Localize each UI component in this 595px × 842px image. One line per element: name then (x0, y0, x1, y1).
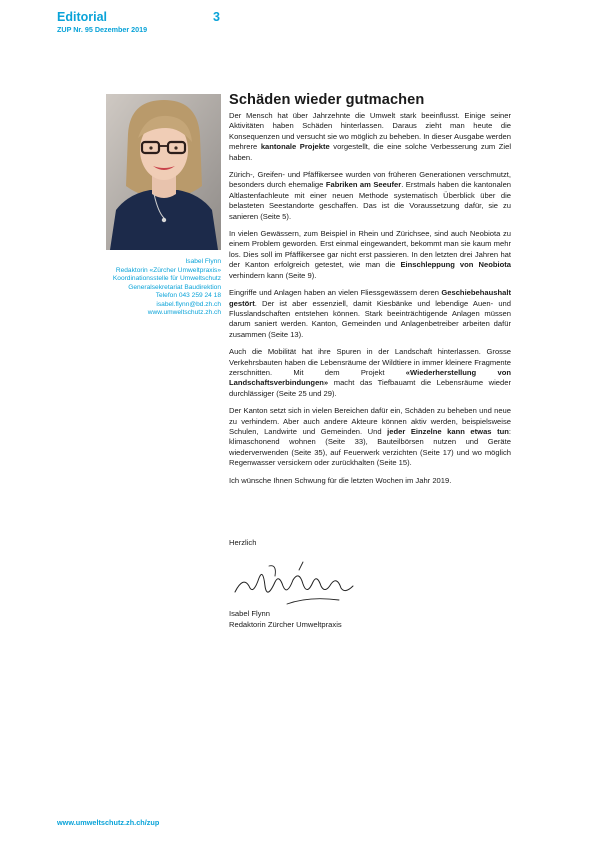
issue-label: ZUP Nr. 95 Dezember 2019 (57, 25, 148, 34)
section-title: Editorial (57, 10, 108, 24)
signer-role: Redaktorin Zürcher Umweltpraxis (229, 620, 342, 629)
author-portrait (106, 94, 221, 250)
article-title: Schäden wieder gutmachen (229, 92, 425, 108)
page-number: 3 (213, 10, 220, 24)
paragraph-3: In vielen Gewässern, zum Beispiel in Rhein und Zürichsee, sind auch Neobiota zu einem Problem geworden. Erst einmal eingewandert, bekommt man sie kaum mehr los. Dies soll im Pfäffikersee gar nicht erst passieren. In den letzten drei Jahren hat der Kanton erfolgreich getestet, wie man die Einschleppung von Neobiota verhindern kann (Seite 9). (229, 229, 511, 280)
paragraph-6: Der Kanton setzt sich in vielen Bereichen dafür ein, Schäden zu beheben und neue zu verhindern. Aber auch andere Akteure können aktiv werden, beispielsweise Schulen, Landwirte und Gemeinden. Und jeder Einzelne kann etwas tun: klimaschonend wohnen (Seite 33), Bauteilbörsen nutzen und Geräte wiederverwenden (Seite 35), auf Feuerwerk verzichten (Seite 17) und wo möglich Regenwasser versickern oder zurückhalten (Seite 15). (229, 406, 512, 468)
paragraph-7: Ich wünsche Ihnen Schwung für die letzten Wochen im Jahr 2019. (229, 475, 452, 485)
closing-greeting: Herzlich (229, 538, 257, 547)
article (229, 92, 511, 493)
caption-phone: Telefon 043 259 24 18 (155, 292, 221, 299)
portrait-image (106, 94, 221, 250)
handwritten-signature (229, 556, 359, 606)
footer-website-link[interactable]: www.umweltschutz.zh.ch/zup (57, 818, 160, 827)
paragraph-4: Eingriffe und Anlagen haben an vielen Fliessgewässern deren Geschiebehaushalt gestört. Der ist aber essenziell, damit Kiesbänke und lebendige Auen- und Flusslandschaften entstehen können. Stark beeinträchtigende Anlagen müssen darum saniert werden. Kanton, Gemeinden und Anlagenbetreiber arbeiten dafür zusammen (Seite 13). (229, 288, 511, 339)
author-caption (71, 258, 221, 318)
signer-name: Isabel Flynn (229, 609, 270, 618)
caption-role: Redaktorin «Zürcher Umweltpraxis» (115, 266, 221, 274)
paragraph-1: Der Mensch hat über Jahrzehnte die Umwelt stark beeinflusst. Einige seiner Aktivitäten haben Schäden hinterlassen. Daraus zieht man heute die Konsequenzen und versucht sie wo möglich zu beheben. In dieser Ausgabe werden mehrere kantonale Projekte vorgestellt, die eine solche Verbesserung zum Ziel haben. (229, 111, 512, 162)
caption-website-link[interactable]: www.umweltschutz.zh.ch (147, 309, 221, 316)
paragraph-5: Auch die Mobilität hat ihre Spuren in der Landschaft hinterlassen. Grosse Verkehrsbauten haben die Lebensräume der Wildtiere in immer kleinere Fragmente zerschnitten. Mit dem Projekt «Wiederherstellung von Landschaftsverbindungen» macht das Tiefbauamt die Lebensräume wieder durchlässiger (Seite 25 und 29). (229, 347, 511, 398)
paragraph-2: Zürich-, Greifen- und Pfäffikersee wurden von früheren Generationen verschmutzt, besonders durch ehemalige Fabriken am Seeufer. Erstmals haben die kantonalen Altlastenfachleute mit einer neuen Methode systematisch Überblick über die belasteten Seestandorte geschaffen. Das ist die Voraussetzung dafür, sie zu sanieren (Seite 5). (229, 170, 512, 221)
caption-department: Koordinationsstelle für Umweltschutz (112, 275, 221, 282)
caption-name: Isabel Flynn (185, 258, 221, 265)
signer-block (229, 608, 342, 630)
caption-office: Generalsekretariat Baudirektion (128, 283, 221, 291)
caption-email-link[interactable]: isabel.flynn@bd.zh.ch (156, 300, 221, 308)
